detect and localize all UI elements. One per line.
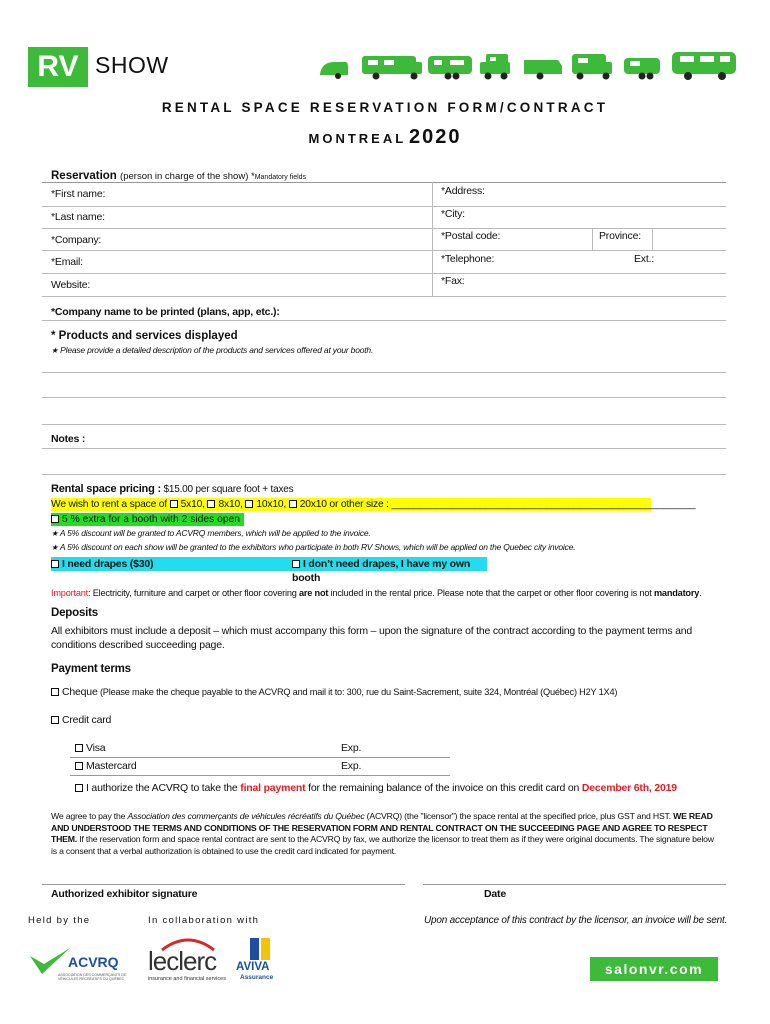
signature-field[interactable]: Authorized exhibitor signature — [51, 888, 198, 900]
aviva-text: AVIVA — [236, 961, 270, 973]
website-field[interactable]: Website: — [51, 279, 91, 291]
mastercard-checkbox[interactable] — [75, 762, 83, 770]
credit-card-checkbox[interactable] — [51, 716, 59, 724]
agreement-assoc: Association des commerçants de véhicules récréatifs du Québec — [127, 811, 365, 821]
size-5x10-label: 5x10, — [180, 499, 208, 510]
city-label: MONTREAL — [308, 131, 407, 146]
drapes-no-checkbox[interactable] — [292, 560, 300, 568]
star-icon: ★ — [51, 346, 58, 355]
postal-code-field[interactable]: *Postal code: — [441, 230, 501, 242]
space-size-line — [51, 498, 696, 511]
size-10x10-checkbox[interactable] — [245, 500, 253, 508]
authorize-text2: for the remaining balance of the invoice on this credit card on — [305, 782, 582, 794]
wish-text: We wish to rent a space of — [51, 499, 170, 510]
important-text1: : Electricity, furniture and carpet or other floor covering — [88, 588, 299, 598]
address-field[interactable]: *Address: — [441, 185, 485, 197]
authorize-line — [75, 782, 677, 794]
star-icon: ★ — [51, 529, 58, 538]
products-heading: * Products and services displayed — [51, 330, 238, 342]
reservation-heading: Reservation — [51, 170, 117, 182]
reservation-heading-line — [51, 170, 306, 182]
payment-heading: Payment terms — [51, 663, 131, 675]
agreement-text — [51, 811, 721, 857]
date-field[interactable]: Date — [484, 888, 506, 900]
final-payment-text: final payment — [240, 782, 306, 794]
mastercard-label: Mastercard — [86, 760, 137, 772]
credit-card-line — [51, 714, 111, 726]
important-bold1: are not — [299, 588, 329, 598]
rv-logo-box: RV — [28, 47, 88, 87]
mastercard-exp-field[interactable]: Exp. — [341, 760, 362, 772]
size-8x10-checkbox[interactable] — [207, 500, 215, 508]
products-note-line — [51, 345, 373, 355]
agreement-bold: WE READ AND UNDERSTOOD THE TERMS AND CONDITIONS OF THE RESERVATION FORM AND RENTAL CONTRACT ON THE SUCCEEDING PAGE AND AGREE TO RESPECT THEM. — [51, 811, 713, 845]
discount2-text: A 5% discount on each show will be granted to the exhibitors who participate in both RV Shows, which will be applied on the Quebec city invoice. — [59, 542, 576, 552]
discount1-text: A 5% discount will be granted to ACVRQ members, which will be applied to the invoice. — [59, 528, 371, 538]
drapes-yes-checkbox[interactable] — [51, 560, 59, 568]
extra-label: 5 % extra for a booth with 2 sides open — [62, 514, 241, 525]
company-print-field[interactable]: *Company name to be printed (plans, app, etc.): — [51, 306, 280, 318]
extra-sides-checkbox[interactable] — [51, 515, 59, 523]
important-text2: included in the rental price. Please note that the carpet or other floor covering is not — [328, 588, 654, 598]
first-name-field[interactable]: *First name: — [51, 188, 106, 200]
cheque-checkbox[interactable] — [51, 688, 59, 696]
rv-vehicles-icon — [318, 48, 738, 82]
acvrq-logo — [28, 944, 128, 984]
ext-field[interactable]: Ext.: — [634, 253, 655, 265]
email-field[interactable]: *Email: — [51, 256, 83, 268]
important-line — [51, 588, 701, 598]
visa-line — [75, 742, 105, 754]
size-20x10-checkbox[interactable] — [289, 500, 297, 508]
authorize-checkbox[interactable] — [75, 784, 83, 792]
drapes-line — [51, 557, 487, 584]
important-text3: . — [699, 588, 702, 598]
form-title: RENTAL SPACE RESERVATION FORM/CONTRACT — [161, 100, 609, 115]
reservation-sub: (person in charge of the show) * — [120, 171, 255, 182]
aviva-emblem-icon — [250, 938, 270, 960]
acceptance-text: Upon acceptance of this contract by the licensor, an invoice will be sent. — [424, 915, 728, 926]
important-bold2: mandatory — [653, 588, 700, 598]
pricing-line — [51, 483, 293, 495]
cheque-note: (Please make the cheque payable to the ACVRQ and mail it to: 300, rue du Saint-Sacrement, suite 324, Montréal (Québec) H2Y 1X4) — [97, 687, 618, 697]
drapes-yes-label: I need drapes ($30) — [62, 558, 154, 570]
credit-card-label: Credit card — [62, 714, 112, 726]
deposits-heading: Deposits — [51, 607, 98, 619]
city-field[interactable]: *City: — [441, 208, 465, 220]
authorize-text1: I authorize the ACVRQ to take the — [86, 782, 241, 794]
aviva-sub: Assurance — [240, 974, 274, 981]
cheque-label: Cheque — [62, 686, 98, 698]
visa-checkbox[interactable] — [75, 744, 83, 752]
size-10x10-label: 10x10, — [256, 499, 289, 510]
pricing-value: $15.00 per square foot + taxes — [160, 484, 294, 495]
collab-text: In collaboration with — [148, 915, 260, 926]
drapes-no-wrap — [292, 557, 487, 585]
pricing-heading: Rental space pricing : — [51, 483, 161, 495]
visa-exp-field[interactable]: Exp. — [341, 742, 362, 754]
leclerc-text: leclerc — [148, 946, 217, 976]
size-other-blank[interactable]: _______________________________________________________ — [391, 499, 696, 510]
telephone-field[interactable]: *Telephone: — [441, 253, 495, 265]
acvrq-sub: ASSOCIATION DES COMMERÇANTS DE VÉHICULES RÉCRÉATIFS DU QUÉBEC — [58, 973, 127, 981]
mastercard-line — [75, 760, 137, 772]
products-note: Please provide a detailed description of the products and services offered at your booth. — [60, 345, 374, 355]
rv-logo-show: SHOW — [95, 52, 169, 78]
form-subtitle — [0, 126, 770, 149]
discount2-line — [51, 542, 575, 552]
size-8x10-label: 8x10, — [218, 499, 246, 510]
size-other-label: 20x10 or other size : — [299, 499, 392, 510]
salonvr-link[interactable]: salonvr.com — [590, 957, 718, 981]
discount1-line — [51, 528, 371, 538]
agreement-t1: We agree to pay the — [51, 811, 128, 821]
important-label: Important — [51, 588, 89, 598]
year-label: 2020 — [408, 126, 462, 148]
mandatory-note: Mandatory fields — [254, 174, 307, 181]
province-field[interactable]: Province: — [599, 230, 641, 242]
held-by-text: Held by the — [28, 915, 91, 926]
fax-field[interactable]: *Fax: — [441, 275, 465, 287]
visa-label: Visa — [86, 742, 106, 754]
size-5x10-checkbox[interactable] — [170, 500, 178, 508]
last-name-field[interactable]: *Last name: — [51, 211, 105, 223]
agreement-t3: If the reservation form and space rental contract are sent to the ACVRQ by fax, we authorize the licensor to treat them as if they were original documents. The signature below is a consent that a verbal authorization is obtained to use the credit card indicated for payment. — [51, 834, 714, 856]
company-field[interactable]: *Company: — [51, 234, 102, 246]
agreement-t2: (ACVRQ) (the "licensor") the space rental at the specified price, plus GST and HST. — [364, 811, 674, 821]
deposits-text: All exhibitors must include a deposit – which must accompany this form – upon the signature of the contract according to the payment terms and conditions described succeeding page. — [51, 625, 693, 651]
drapes-no-label: I don’t need drapes, I have my own booth — [292, 558, 471, 584]
cheque-line — [51, 686, 617, 698]
notes-field[interactable]: Notes : — [51, 433, 86, 445]
leclerc-logo — [148, 936, 230, 984]
acvrq-text: ACVRQ — [68, 954, 119, 970]
payment-date-text: December 6th, 2019 — [581, 782, 677, 794]
star-icon: ★ — [51, 543, 58, 552]
extra-line — [51, 513, 244, 526]
leclerc-sub: insurance and financial services — [148, 976, 226, 982]
aviva-logo — [236, 938, 286, 984]
